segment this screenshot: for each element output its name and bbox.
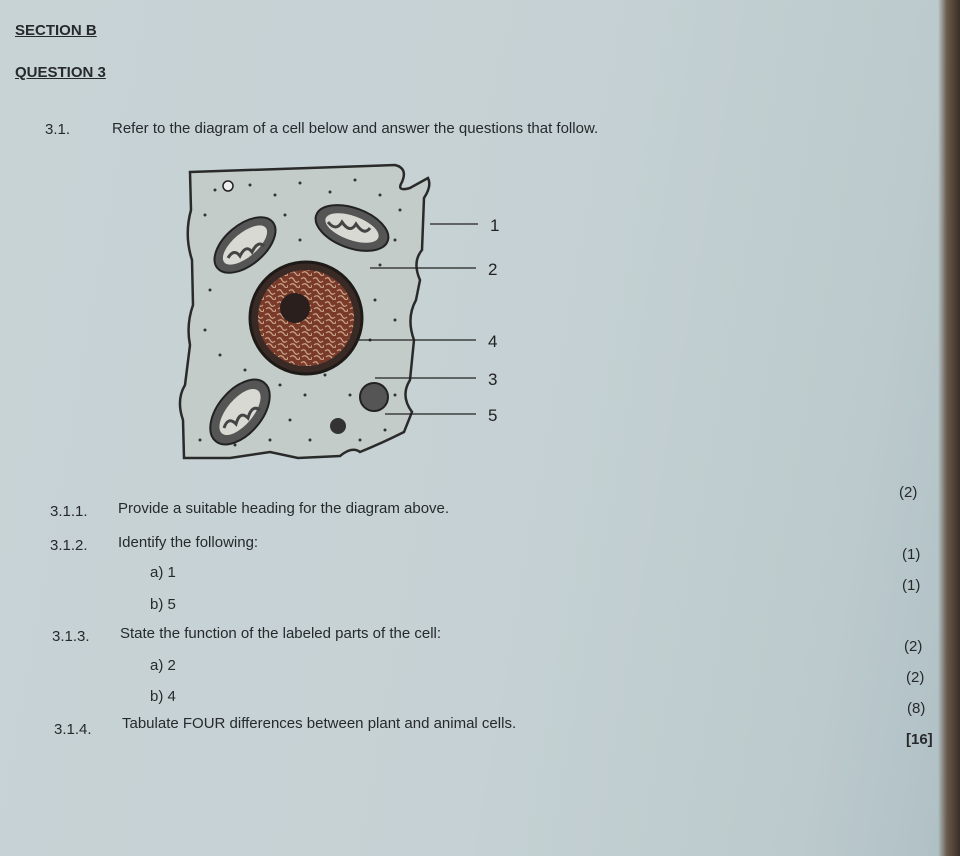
diagram-label-5: 5 <box>488 406 498 425</box>
question-3-1-2-a-marks: (1) <box>902 546 921 563</box>
question-total-marks: [16] <box>906 731 933 748</box>
question-3-1-3-text: State the function of the labeled parts of the cell: <box>120 625 442 642</box>
vesicle <box>360 383 388 411</box>
question-3-1-2-b-marks: (1) <box>902 577 921 594</box>
question-3-1-3-a: a) 2 <box>150 657 176 674</box>
question-3-1-1-text: Provide a suitable heading for the diagram above. <box>118 500 450 517</box>
question-3-1-text: Refer to the diagram of a cell below and answer the questions that follow. <box>112 120 599 137</box>
animal-cell-diagram <box>170 160 510 470</box>
section-heading: SECTION B <box>15 22 97 39</box>
question-3-1-3-b: b) 4 <box>150 688 176 705</box>
question-3-1-3-b-marks: (2) <box>906 669 925 686</box>
diagram-label-3: 3 <box>488 370 498 389</box>
question-3-1-3-a-marks: (2) <box>904 638 923 655</box>
diagram-label-4: 4 <box>488 332 498 351</box>
question-3-1-2-text: Identify the following: <box>118 534 259 551</box>
diagram-label-2: 2 <box>488 260 498 279</box>
lysosome <box>330 418 346 434</box>
question-3-1-number: 3.1. <box>45 121 71 138</box>
question-3-1-3-number: 3.1.3. <box>52 628 90 645</box>
question-3-1-2-a: a) 1 <box>150 564 176 581</box>
question-heading: QUESTION 3 <box>15 64 106 81</box>
question-3-1-4-marks: (8) <box>907 700 926 717</box>
nucleus <box>250 262 362 374</box>
question-3-1-1-number: 3.1.1. <box>50 503 88 520</box>
question-3-1-4-number: 3.1.4. <box>54 721 92 738</box>
diagram-label-1: 1 <box>490 216 500 235</box>
question-3-1-2-number: 3.1.2. <box>50 537 88 554</box>
page-edge-shadow <box>938 0 960 856</box>
question-3-1-2-b: b) 5 <box>150 596 176 613</box>
question-3-1-1-marks: (2) <box>899 484 918 501</box>
question-3-1-4-text: Tabulate FOUR differences between plant and animal cells. <box>122 715 517 732</box>
